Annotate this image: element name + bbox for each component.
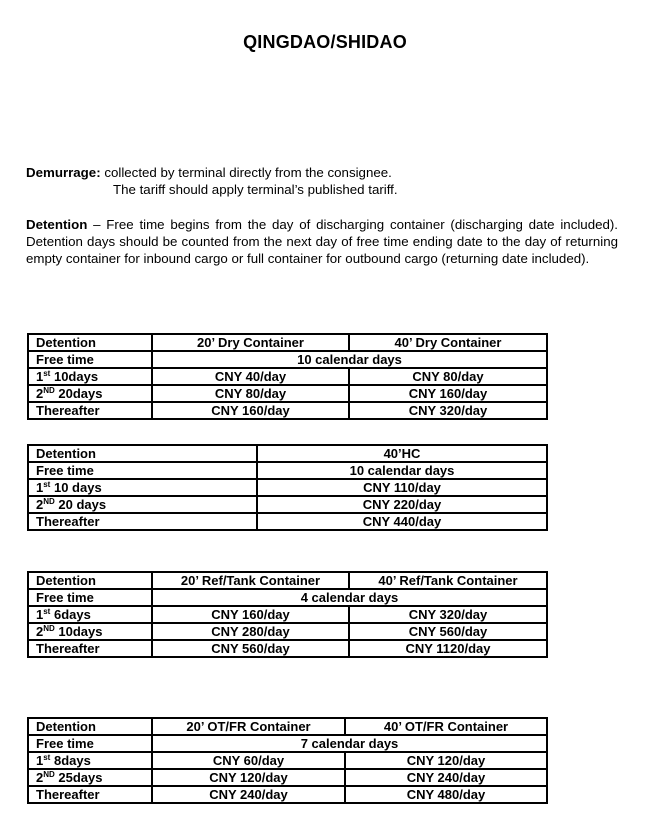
dry-container-table bbox=[27, 333, 548, 420]
rate-20: CNY 120/day bbox=[152, 769, 345, 786]
demurrage-label: Demurrage: bbox=[26, 165, 101, 180]
table-header-row bbox=[28, 334, 547, 351]
rate-40: CNY 120/day bbox=[345, 752, 547, 769]
free-time-value: 10 calendar days bbox=[257, 462, 547, 479]
table-row bbox=[28, 402, 547, 419]
period-label: 1st 6days bbox=[28, 606, 152, 623]
free-time-value: 7 calendar days bbox=[152, 735, 547, 752]
period-label: 1st 10days bbox=[28, 368, 152, 385]
ot-fr-container-table bbox=[27, 717, 548, 804]
free-time-label: Free time bbox=[28, 589, 152, 606]
table-row bbox=[28, 479, 547, 496]
demurrage-line-2: The tariff should apply terminal’s published tariff. bbox=[113, 182, 398, 197]
free-time-value: 4 calendar days bbox=[152, 589, 547, 606]
rate-40-hc: CNY 110/day bbox=[257, 479, 547, 496]
period-label: 1st 8days bbox=[28, 752, 152, 769]
table-row bbox=[28, 513, 547, 530]
demurrage-text-1: collected by terminal directly from the consignee. bbox=[100, 165, 392, 180]
header-detention: Detention bbox=[28, 718, 152, 735]
table-row bbox=[28, 623, 547, 640]
header-20-ref-tank: 20’ Ref/Tank Container bbox=[152, 572, 349, 589]
table-row bbox=[28, 752, 547, 769]
free-time-label: Free time bbox=[28, 462, 257, 479]
rate-40: CNY 560/day bbox=[349, 623, 547, 640]
rate-40: CNY 320/day bbox=[349, 606, 547, 623]
table-row bbox=[28, 606, 547, 623]
rate-20: CNY 280/day bbox=[152, 623, 349, 640]
demurrage-line-1 bbox=[26, 164, 618, 181]
header-detention: Detention bbox=[28, 572, 152, 589]
period-label: Thereafter bbox=[28, 640, 152, 657]
detention-note-label: Detention bbox=[26, 217, 88, 232]
detention-note-text: – Free time begins from the day of discharging container (discharging date included). Detention days should be counted from the next day of free time ending date to the day of returning empty container for inbound cargo or full container for outbound cargo (returning date included). bbox=[26, 217, 618, 266]
table-row bbox=[28, 640, 547, 657]
period-label: Thereafter bbox=[28, 402, 152, 419]
rate-40: CNY 1120/day bbox=[349, 640, 547, 657]
demurrage-section bbox=[26, 164, 618, 198]
rate-40-hc: CNY 220/day bbox=[257, 496, 547, 513]
header-20-ot-fr: 20’ OT/FR Container bbox=[152, 718, 345, 735]
rate-40: CNY 480/day bbox=[345, 786, 547, 803]
rate-20: CNY 240/day bbox=[152, 786, 345, 803]
free-time-row bbox=[28, 351, 547, 368]
header-40-hc: 40’HC bbox=[257, 445, 547, 462]
period-label: 2ND 25days bbox=[28, 769, 152, 786]
rate-40: CNY 80/day bbox=[349, 368, 547, 385]
rate-40: CNY 240/day bbox=[345, 769, 547, 786]
table-row bbox=[28, 786, 547, 803]
header-40-ot-fr: 40’ OT/FR Container bbox=[345, 718, 547, 735]
free-time-value: 10 calendar days bbox=[152, 351, 547, 368]
rate-20: CNY 160/day bbox=[152, 606, 349, 623]
table-row bbox=[28, 385, 547, 402]
rate-40: CNY 160/day bbox=[349, 385, 547, 402]
table-row bbox=[28, 368, 547, 385]
free-time-row bbox=[28, 589, 547, 606]
table-header-row bbox=[28, 445, 547, 462]
free-time-label: Free time bbox=[28, 735, 152, 752]
hc-container-table bbox=[27, 444, 548, 531]
rate-20: CNY 160/day bbox=[152, 402, 349, 419]
rate-20: CNY 40/day bbox=[152, 368, 349, 385]
rate-20: CNY 80/day bbox=[152, 385, 349, 402]
free-time-row bbox=[28, 462, 547, 479]
period-label: 2ND 20 days bbox=[28, 496, 257, 513]
header-detention: Detention bbox=[28, 334, 152, 351]
rate-40: CNY 320/day bbox=[349, 402, 547, 419]
period-label: Thereafter bbox=[28, 786, 152, 803]
rate-20: CNY 60/day bbox=[152, 752, 345, 769]
table-header-row bbox=[28, 718, 547, 735]
table-row bbox=[28, 496, 547, 513]
period-label: 2ND 10days bbox=[28, 623, 152, 640]
period-label: 2ND 20days bbox=[28, 385, 152, 402]
detention-note bbox=[26, 216, 618, 267]
ref-tank-container-table bbox=[27, 571, 548, 658]
table-row bbox=[28, 769, 547, 786]
period-label: Thereafter bbox=[28, 513, 257, 530]
rate-40-hc: CNY 440/day bbox=[257, 513, 547, 530]
free-time-label: Free time bbox=[28, 351, 152, 368]
header-40-ref-tank: 40’ Ref/Tank Container bbox=[349, 572, 547, 589]
free-time-row bbox=[28, 735, 547, 752]
rate-20: CNY 560/day bbox=[152, 640, 349, 657]
header-40-dry: 40’ Dry Container bbox=[349, 334, 547, 351]
period-label: 1st 10 days bbox=[28, 479, 257, 496]
header-detention: Detention bbox=[28, 445, 257, 462]
header-20-dry: 20’ Dry Container bbox=[152, 334, 349, 351]
table-header-row bbox=[28, 572, 547, 589]
page-title: QINGDAO/SHIDAO bbox=[243, 32, 407, 52]
